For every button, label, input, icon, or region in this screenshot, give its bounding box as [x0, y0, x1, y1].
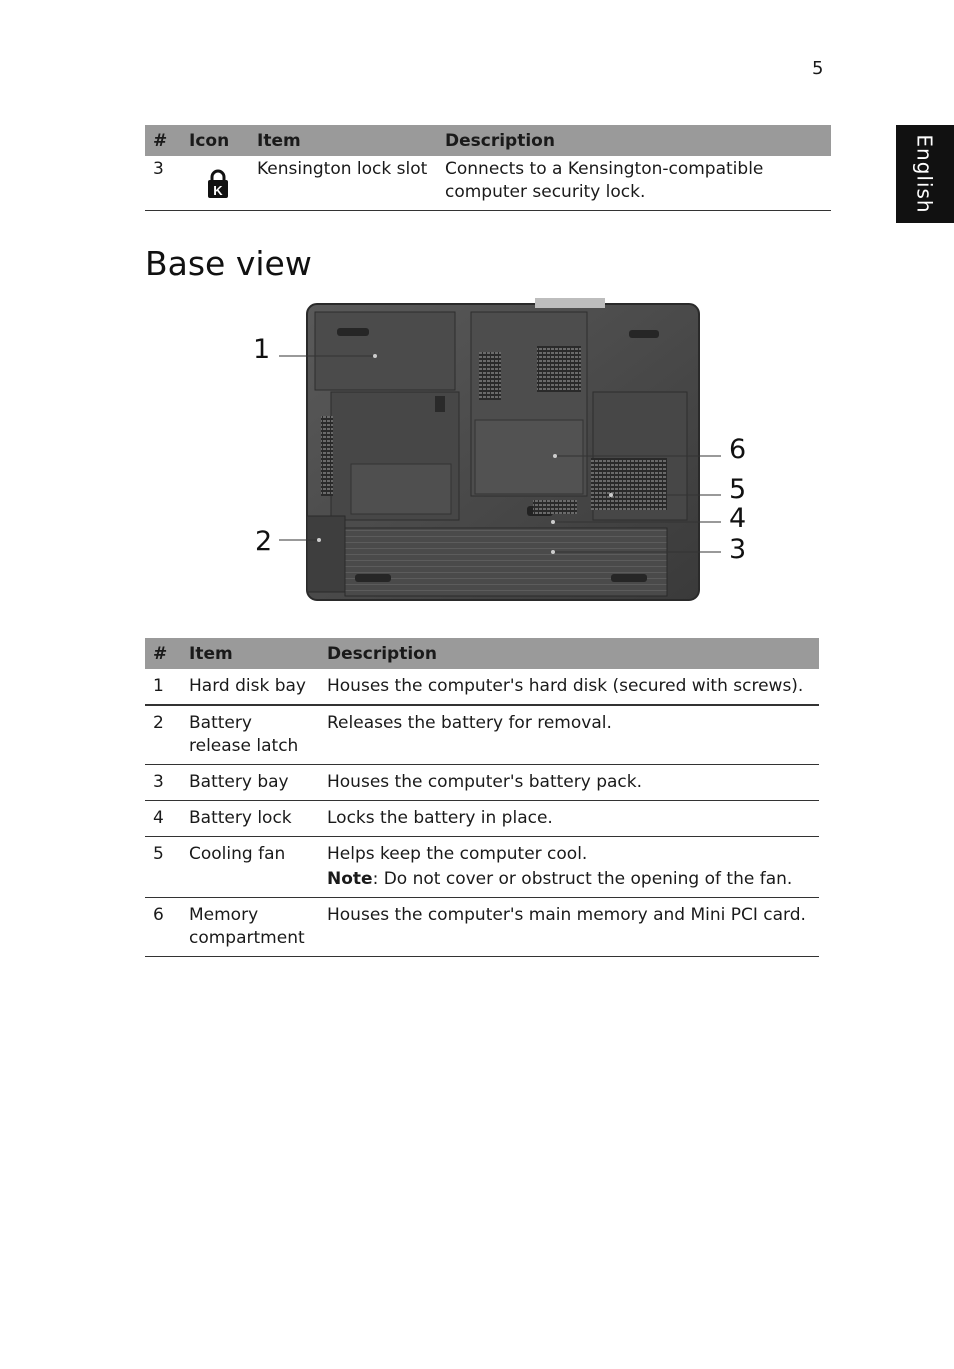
header-description: Description	[437, 125, 831, 156]
callout-1: 1	[253, 334, 271, 365]
icon-items-table	[145, 125, 831, 211]
note-text: : Do not cover or obstruct the opening of the fan.	[372, 869, 793, 889]
row-num: 3	[145, 765, 181, 801]
row-num: 6	[145, 898, 181, 957]
row-description: Locks the battery in place.	[319, 801, 819, 837]
table-row	[145, 156, 831, 211]
row-item: Battery bay	[181, 765, 319, 801]
kensington-lock-icon	[206, 168, 230, 200]
row-description: Houses the computer's battery pack.	[319, 765, 819, 801]
table-row	[145, 669, 819, 705]
row-item: Kensington lock slot	[249, 156, 437, 211]
table-row	[145, 801, 819, 837]
row-description-cell	[319, 837, 819, 898]
row-num: 2	[145, 705, 181, 765]
row-num: 3	[145, 156, 181, 211]
header-description: Description	[319, 638, 819, 669]
header-item: Item	[249, 125, 437, 156]
row-item: Memory compartment	[181, 898, 319, 957]
svg-text:K: K	[213, 183, 223, 198]
row-item: Battery lock	[181, 801, 319, 837]
row-description: Houses the computer's main memory and Mini PCI card.	[319, 898, 819, 957]
table-header-row	[145, 638, 819, 669]
base-view-items-table	[145, 638, 819, 957]
laptop-base-image	[235, 296, 765, 608]
table-row	[145, 705, 819, 765]
header-num: #	[145, 125, 181, 156]
table-row	[145, 765, 819, 801]
callout-6: 6	[729, 434, 747, 465]
row-item: Hard disk bay	[181, 669, 319, 705]
row-num: 5	[145, 837, 181, 898]
row-item: Battery release latch	[181, 705, 319, 765]
header-num: #	[145, 638, 181, 669]
note-label: Note	[327, 869, 373, 889]
table-row	[145, 837, 819, 898]
row-description: Helps keep the computer cool.	[327, 844, 588, 864]
row-item: Cooling fan	[181, 837, 319, 898]
row-description: Houses the computer's hard disk (secured with screws).	[319, 669, 819, 705]
row-description: Releases the battery for removal.	[319, 705, 819, 765]
language-tab-label: English	[913, 134, 937, 214]
table-row	[145, 898, 819, 957]
table-header-row	[145, 125, 831, 156]
callout-5: 5	[729, 474, 747, 505]
page-number: 5	[812, 58, 824, 79]
language-tab	[896, 125, 954, 223]
section-title: Base view	[145, 244, 312, 283]
base-view-figure	[235, 296, 765, 608]
callout-2: 2	[255, 526, 273, 557]
header-icon: Icon	[181, 125, 249, 156]
callout-3: 3	[729, 534, 747, 565]
row-num: 1	[145, 669, 181, 705]
row-note	[327, 868, 819, 891]
row-icon-cell	[181, 156, 249, 211]
header-item: Item	[181, 638, 319, 669]
row-num: 4	[145, 801, 181, 837]
callout-4: 4	[729, 503, 747, 534]
row-description: Connects to a Kensington-compatible computer security lock.	[437, 156, 831, 211]
